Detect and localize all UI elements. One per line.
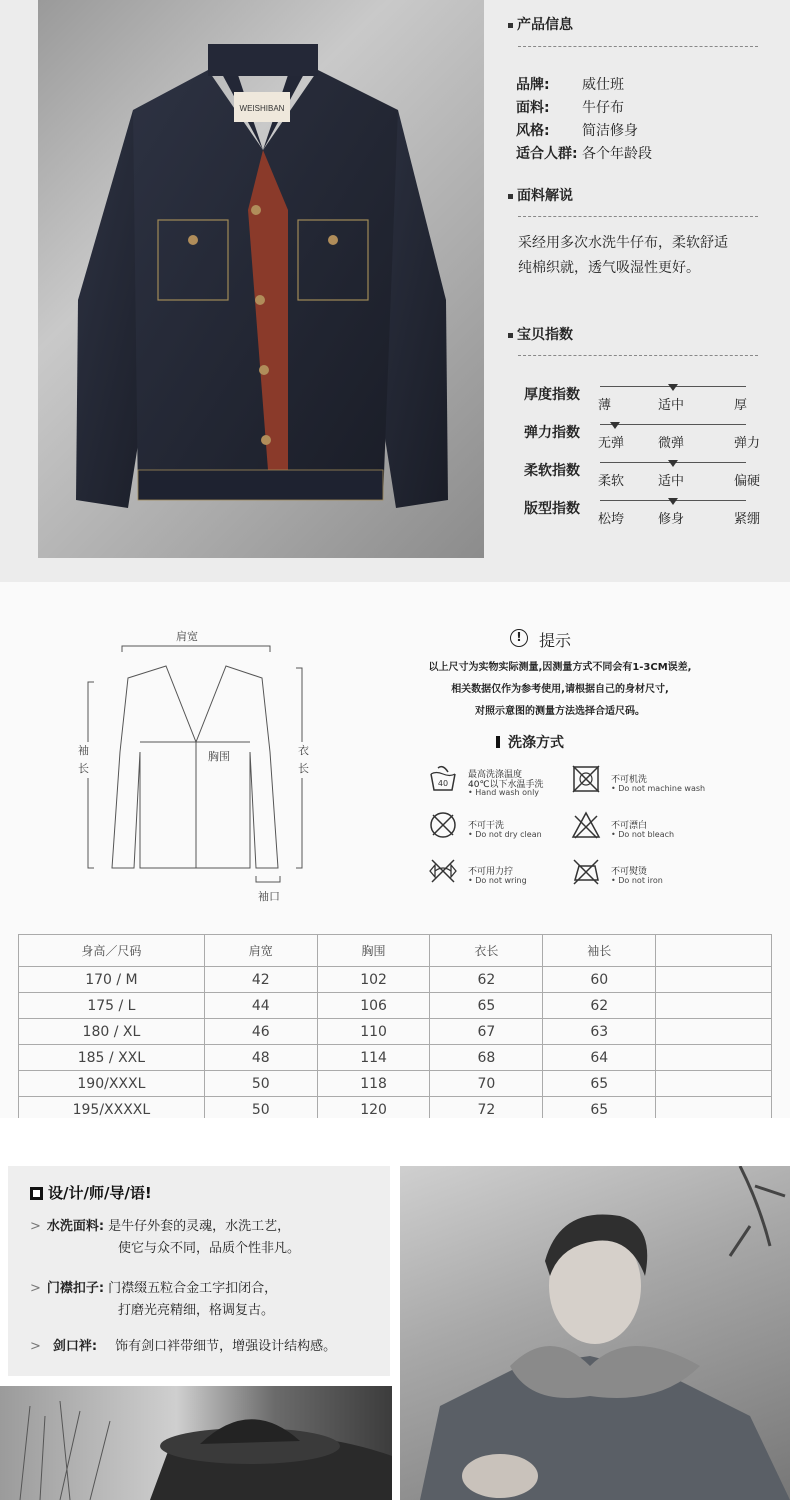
table-row	[19, 967, 772, 993]
table-cell	[656, 993, 772, 1019]
index-option: 松垮	[598, 512, 625, 527]
care-text-en: • Do not bleach	[611, 830, 675, 839]
index-label: 柔软指数	[524, 463, 580, 479]
tips-line: 以上尺寸为实物实际测量,因测量方式不同会有1-3CM误差,	[428, 662, 692, 673]
table-cell: 114	[317, 1045, 430, 1071]
table-cell: 65	[543, 1097, 656, 1123]
table-cell: 106	[317, 993, 430, 1019]
index-option: 偏硬	[734, 474, 761, 489]
designer-title: 设/计/师/导/语!	[30, 1182, 152, 1203]
table-cell: 50	[204, 1097, 317, 1123]
care-text-en: • Do not wring	[468, 876, 527, 885]
index-marker-icon	[668, 384, 678, 391]
size-table-header-cell: 胸围	[317, 935, 430, 967]
table-cell: 44	[204, 993, 317, 1019]
table-cell: 110	[317, 1019, 430, 1045]
fabric-line: 采经用多次水洗牛仔布，柔软舒适	[518, 235, 728, 251]
arrow-icon: >	[30, 1219, 41, 1234]
info-row-style: 风格: 简洁修身	[516, 123, 638, 139]
table-cell: 42	[204, 967, 317, 993]
index-scale-line	[600, 424, 746, 425]
divider	[518, 355, 758, 356]
table-row	[19, 993, 772, 1019]
product-info-panel	[508, 0, 790, 582]
index-option: 无弹	[598, 436, 625, 451]
washing-title: 洗涤方式	[496, 732, 564, 752]
care-item	[571, 856, 741, 892]
table-cell: 46	[204, 1019, 317, 1045]
care-text-en: • Hand wash only	[468, 788, 540, 797]
care-item	[571, 764, 741, 800]
care-text: 40℃以下水温手洗	[468, 780, 544, 790]
fabric-heading: 面料解说	[508, 185, 573, 205]
tips-line: 对照示意图的测量方法选择合适尺码。	[475, 706, 645, 717]
product-info-heading: 产品信息	[508, 14, 573, 34]
fabric-description	[518, 231, 728, 281]
designer-item-buttons: > 门襟扣子: 门襟缀五粒合金工字扣闭合， 打磨光亮精细，格调复古。	[30, 1281, 278, 1318]
table-cell: 68	[430, 1045, 543, 1071]
hand-wash-icon	[428, 764, 458, 794]
no-machine-wash-icon	[571, 764, 601, 794]
index-option: 厚	[734, 398, 748, 413]
table-cell: 63	[543, 1019, 656, 1045]
size-table	[18, 934, 772, 1123]
care-text-en: • Do not iron	[611, 876, 663, 885]
index-label: 弹力指数	[524, 425, 580, 441]
arrow-icon: >	[30, 1281, 41, 1296]
no-dry-clean-icon	[428, 810, 458, 840]
table-cell: 70	[430, 1071, 543, 1097]
measurement-diagram	[70, 632, 330, 902]
size-table-header-cell: 肩宽	[204, 935, 317, 967]
index-heading: 宝贝指数	[508, 324, 573, 344]
info-row-brand: 品牌: 威仕班	[516, 77, 624, 93]
table-cell: 175 / L	[19, 993, 205, 1019]
care-text: 不可漂白	[611, 821, 648, 831]
designer-item-wash: > 水洗面料: 是牛仔外套的灵魂，水洗工艺， 使它与众不同，品质个性非凡。	[30, 1219, 301, 1256]
index-marker-icon	[610, 422, 620, 429]
table-cell: 102	[317, 967, 430, 993]
size-table-header-cell: 身高／尺码	[19, 935, 205, 967]
index-option: 适中	[658, 474, 685, 489]
table-cell: 180 / XL	[19, 1019, 205, 1045]
care-item	[571, 810, 741, 846]
table-cell: 170 / M	[19, 967, 205, 993]
square-icon	[30, 1187, 43, 1200]
table-cell: 195/XXXXL	[19, 1097, 205, 1123]
no-bleach-icon	[571, 810, 601, 840]
index-label: 厚度指数	[524, 387, 580, 403]
care-text-en: • Do not machine wash	[611, 784, 706, 793]
table-cell: 62	[543, 993, 656, 1019]
size-care-section	[0, 582, 790, 1118]
divider	[518, 216, 758, 217]
table-cell: 65	[430, 993, 543, 1019]
index-option: 微弹	[658, 436, 685, 451]
hat-still-life-photo	[0, 1386, 392, 1500]
table-cell	[656, 1071, 772, 1097]
length-label: 衣长	[298, 742, 310, 778]
table-cell: 118	[317, 1071, 430, 1097]
fabric-line: 纯棉织就，透气吸湿性更好。	[518, 260, 700, 276]
table-cell: 60	[543, 967, 656, 993]
care-text: 不可用力拧	[468, 867, 514, 877]
exclamation-icon	[496, 736, 500, 748]
index-option: 适中	[658, 398, 685, 413]
table-cell: 120	[317, 1097, 430, 1123]
cuff-label: 袖口	[258, 890, 280, 903]
index-label: 版型指数	[524, 501, 580, 517]
table-cell: 64	[543, 1045, 656, 1071]
info-row-fabric: 面料: 牛仔布	[516, 100, 624, 116]
table-row	[19, 1045, 772, 1071]
table-cell: 190/XXXL	[19, 1071, 205, 1097]
index-option: 紧绷	[734, 512, 761, 527]
care-text: 不可干洗	[468, 821, 505, 831]
care-text: 不可机洗	[611, 775, 648, 785]
divider	[518, 46, 758, 47]
designer-notes-panel	[8, 1166, 390, 1376]
size-table-header-cell	[656, 935, 772, 967]
index-option: 柔软	[598, 474, 625, 489]
table-cell	[656, 1045, 772, 1071]
shoulder-label: 肩宽	[176, 630, 198, 643]
care-text: 最高洗涤温度	[468, 770, 523, 780]
table-cell: 50	[204, 1071, 317, 1097]
chest-label: 胸围	[208, 750, 230, 763]
arrow-icon: >	[30, 1339, 41, 1354]
care-text-en: • Do not dry clean	[468, 830, 542, 839]
table-cell: 65	[543, 1071, 656, 1097]
table-cell: 48	[204, 1045, 317, 1071]
table-cell	[656, 1019, 772, 1045]
table-cell: 72	[430, 1097, 543, 1123]
index-marker-icon	[668, 460, 678, 467]
table-row	[19, 1019, 772, 1045]
index-option: 弹力	[734, 436, 761, 451]
no-iron-icon	[571, 856, 601, 886]
sleeve-label: 袖长	[78, 742, 90, 778]
index-option: 薄	[598, 398, 612, 413]
no-wring-icon	[428, 856, 458, 886]
care-text: 不可熨烫	[611, 867, 648, 877]
size-table-header-cell: 袖长	[543, 935, 656, 967]
product-intro-section	[0, 0, 790, 582]
info-row-audience: 适合人群: 各个年龄段	[516, 146, 652, 162]
model-photo	[400, 1166, 790, 1500]
size-table-header	[19, 935, 772, 967]
table-row	[19, 1071, 772, 1097]
tips-line: 相关数据仅作为参考使用,请根据自己的身材尺寸,	[451, 684, 669, 695]
tips-title: 提示	[539, 631, 572, 650]
brand-label-text: WEISHIBAN	[239, 104, 285, 113]
svg-text:40: 40	[437, 779, 449, 788]
denim-jacket-photo	[38, 0, 484, 558]
alert-icon: !	[510, 629, 528, 647]
table-cell: 185 / XXL	[19, 1045, 205, 1071]
table-cell	[656, 967, 772, 993]
table-cell: 62	[430, 967, 543, 993]
index-marker-icon	[668, 498, 678, 505]
index-option: 修身	[658, 512, 685, 527]
designer-section	[0, 1118, 790, 1500]
designer-item-placket: > 剑口袢: 饰有剑口袢带细节，增强设计结构感。	[30, 1339, 337, 1354]
size-table-header-cell: 衣长	[430, 935, 543, 967]
table-cell: 67	[430, 1019, 543, 1045]
